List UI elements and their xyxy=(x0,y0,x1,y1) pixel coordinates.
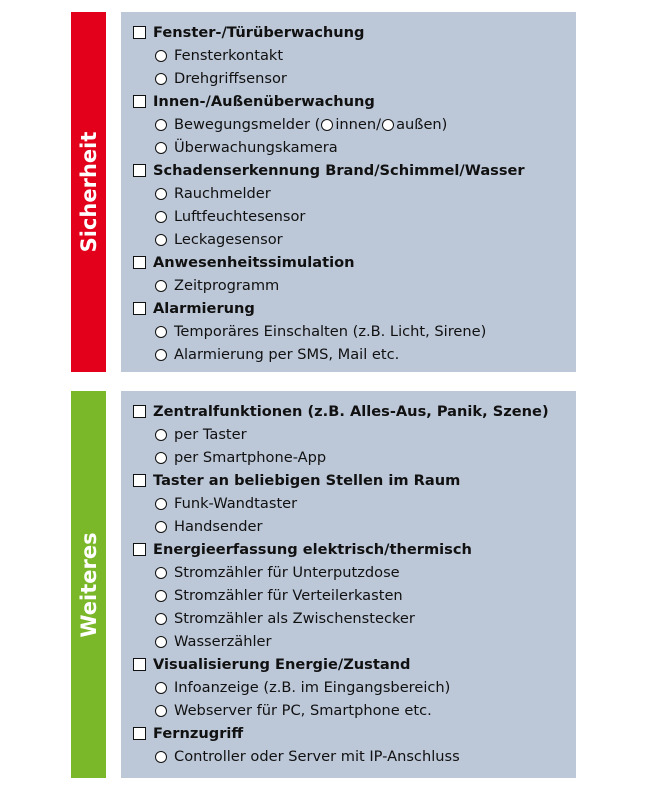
option-label: Temporäres Einschalten (z.B. Licht, Sirene) xyxy=(174,323,487,340)
group-label: Taster an beliebigen Stellen im Raum xyxy=(153,472,461,489)
option-label: Stromzähler als Zwischenstecker xyxy=(174,610,415,627)
checklist xyxy=(133,400,570,768)
option-item[interactable] xyxy=(133,205,570,228)
checkbox[interactable] xyxy=(133,26,146,39)
section-tab-weiteres xyxy=(71,391,106,778)
checklist-panel xyxy=(121,391,576,778)
group-label: Energieerfassung elektrisch/thermisch xyxy=(153,541,472,558)
option-label: Funk-Wandtaster xyxy=(174,495,298,512)
radio-button[interactable] xyxy=(155,234,167,246)
option-label: Fensterkontakt xyxy=(174,47,284,64)
checklist-group-header[interactable] xyxy=(133,469,570,492)
radio-button-outer[interactable] xyxy=(382,119,394,131)
radio-button[interactable] xyxy=(155,521,167,533)
checklist-panel xyxy=(121,12,576,372)
radio-button[interactable] xyxy=(155,636,167,648)
option-item[interactable] xyxy=(133,446,570,469)
checkbox[interactable] xyxy=(133,95,146,108)
option-label: Infoanzeige (z.B. im Eingangsbereich) xyxy=(174,679,451,696)
radio-button[interactable] xyxy=(155,119,167,131)
group-label: Anwesenheitssimulation xyxy=(153,254,355,271)
group-label: Zentralfunktionen (z.B. Alles-Aus, Panik, Szene) xyxy=(153,403,549,420)
option-label: Luftfeuchtesensor xyxy=(174,208,306,225)
radio-button[interactable] xyxy=(155,280,167,292)
checkbox[interactable] xyxy=(133,474,146,487)
radio-button[interactable] xyxy=(155,326,167,338)
option-label: Stromzähler für Unterputzdose xyxy=(174,564,400,581)
radio-button[interactable] xyxy=(155,751,167,763)
option-item[interactable] xyxy=(133,561,570,584)
radio-button[interactable] xyxy=(155,349,167,361)
group-label: Fernzugriff xyxy=(153,725,244,742)
option-item[interactable] xyxy=(133,136,570,159)
checkbox[interactable] xyxy=(133,256,146,269)
option-sublabel-outer: außen) xyxy=(396,116,448,133)
checklist-group-header[interactable] xyxy=(133,251,570,274)
checklist-group-header[interactable] xyxy=(133,21,570,44)
radio-button[interactable] xyxy=(155,188,167,200)
option-label: Rauchmelder xyxy=(174,185,271,202)
section-title: Weiteres xyxy=(76,531,101,638)
checklist-group-header[interactable] xyxy=(133,400,570,423)
option-label: Handsender xyxy=(174,518,263,535)
checkbox[interactable] xyxy=(133,405,146,418)
checkbox[interactable] xyxy=(133,164,146,177)
option-item[interactable] xyxy=(133,228,570,251)
checklist-group-header[interactable] xyxy=(133,653,570,676)
radio-button[interactable] xyxy=(155,705,167,717)
option-item[interactable] xyxy=(133,44,570,67)
option-item[interactable] xyxy=(133,676,570,699)
option-label: Leckagesensor xyxy=(174,231,283,248)
radio-button[interactable] xyxy=(155,142,167,154)
option-label: Überwachungskamera xyxy=(174,139,338,156)
group-label: Visualisierung Energie/Zustand xyxy=(153,656,411,673)
checklist-group-header[interactable] xyxy=(133,722,570,745)
checkbox[interactable] xyxy=(133,727,146,740)
option-label: Stromzähler für Verteilerkasten xyxy=(174,587,403,604)
option-item[interactable] xyxy=(133,630,570,653)
radio-button[interactable] xyxy=(155,429,167,441)
option-item[interactable] xyxy=(133,113,570,136)
radio-button[interactable] xyxy=(155,682,167,694)
option-item[interactable] xyxy=(133,492,570,515)
group-label: Schadenserkennung Brand/Schimmel/Wasser xyxy=(153,162,525,179)
option-label: Webserver für PC, Smartphone etc. xyxy=(174,702,432,719)
option-label: per Taster xyxy=(174,426,247,443)
checkbox[interactable] xyxy=(133,302,146,315)
option-item[interactable] xyxy=(133,274,570,297)
option-label: per Smartphone-App xyxy=(174,449,327,466)
radio-button[interactable] xyxy=(155,590,167,602)
option-item[interactable] xyxy=(133,423,570,446)
radio-button-inner[interactable] xyxy=(321,119,333,131)
radio-button[interactable] xyxy=(155,50,167,62)
option-label: Alarmierung per SMS, Mail etc. xyxy=(174,346,400,363)
checklist-group-header[interactable] xyxy=(133,538,570,561)
option-item[interactable] xyxy=(133,67,570,90)
group-label: Alarmierung xyxy=(153,300,255,317)
radio-button[interactable] xyxy=(155,73,167,85)
option-label: Drehgriffsensor xyxy=(174,70,287,87)
option-label: Bewegungsmelder ( xyxy=(174,116,321,133)
option-item[interactable] xyxy=(133,515,570,538)
section-tab-sicherheit xyxy=(71,12,106,372)
option-label: Wasserzähler xyxy=(174,633,272,650)
option-item[interactable] xyxy=(133,320,570,343)
checkbox[interactable] xyxy=(133,658,146,671)
radio-button[interactable] xyxy=(155,567,167,579)
radio-button[interactable] xyxy=(155,211,167,223)
radio-button[interactable] xyxy=(155,452,167,464)
option-item[interactable] xyxy=(133,182,570,205)
option-sublabel-inner: innen/ xyxy=(335,116,382,133)
option-label: Controller oder Server mit IP-Anschluss xyxy=(174,748,460,765)
checklist-group-header[interactable] xyxy=(133,297,570,320)
checklist-group-header[interactable] xyxy=(133,159,570,182)
radio-button[interactable] xyxy=(155,498,167,510)
group-label: Innen-/Außenüberwachung xyxy=(153,93,375,110)
option-item[interactable] xyxy=(133,745,570,768)
option-item[interactable] xyxy=(133,607,570,630)
checklist-group-header[interactable] xyxy=(133,90,570,113)
group-label: Fenster-/Türüberwachung xyxy=(153,24,365,41)
option-item[interactable] xyxy=(133,699,570,722)
checklist xyxy=(133,21,570,366)
radio-button[interactable] xyxy=(155,613,167,625)
checkbox[interactable] xyxy=(133,543,146,556)
option-label: Zeitprogramm xyxy=(174,277,280,294)
option-item[interactable] xyxy=(133,343,570,366)
section-title: Sicherheit xyxy=(76,131,101,253)
option-item[interactable] xyxy=(133,584,570,607)
